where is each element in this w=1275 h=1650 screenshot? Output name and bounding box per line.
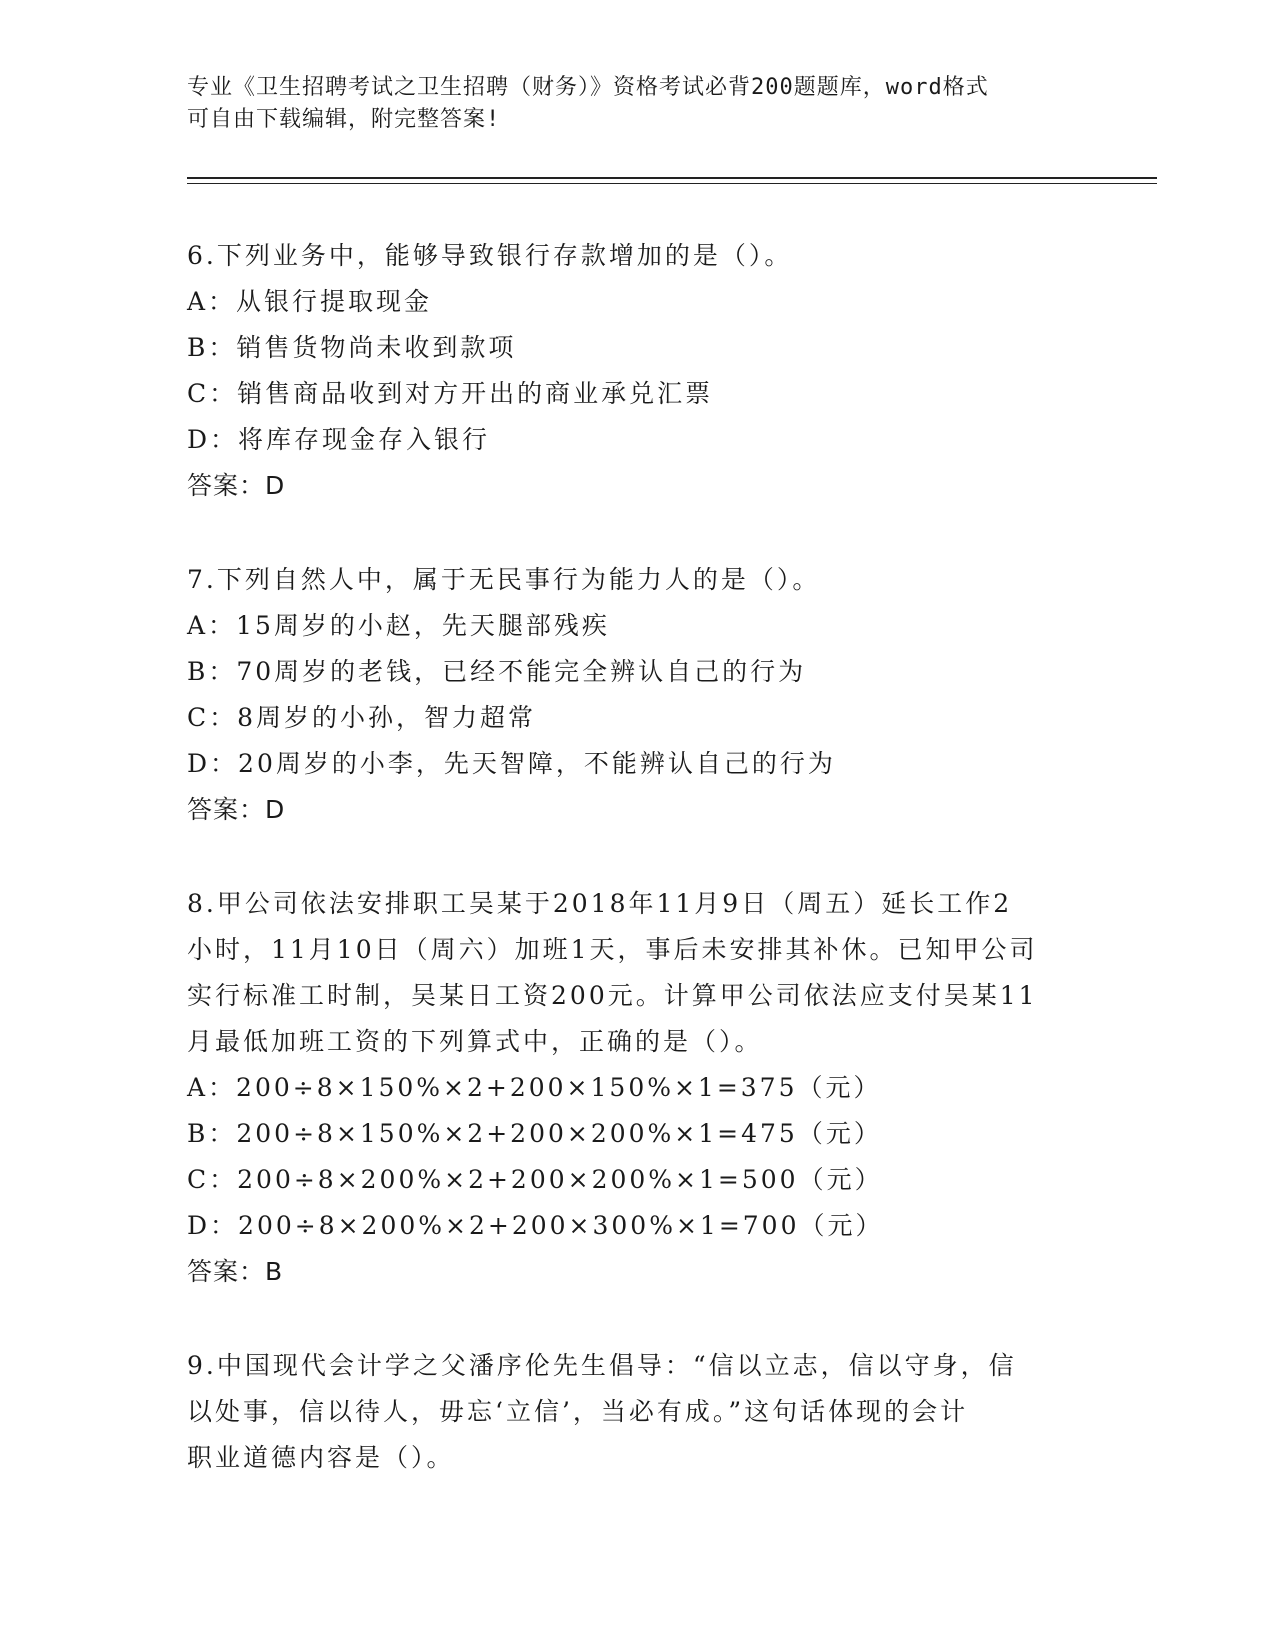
option-c: C：8周岁的小孙，智力超常 <box>187 703 537 732</box>
question-stem <box>187 881 1087 1065</box>
question-list <box>187 233 1087 1529</box>
answer-line: 答案：D <box>187 795 286 824</box>
option-a: A：从银行提取现金 <box>187 287 433 316</box>
document-header <box>187 72 1067 136</box>
option-d: D：200÷8×200%×2+200×300%×1=700（元） <box>187 1211 884 1240</box>
option-c: C：销售商品收到对方开出的商业承兑汇票 <box>187 379 714 408</box>
question-6 <box>187 233 1087 509</box>
stem-line: 以处事，信以待人，毋忘‘立信’，当必有成。”这句话体现的会计 <box>187 1397 969 1426</box>
stem-line: 8.甲公司依法安排职工吴某于2018年11月9日（周五）延长工作2 <box>187 889 1013 918</box>
question-stem <box>187 233 1087 279</box>
option-d: D：将库存现金存入银行 <box>187 425 491 454</box>
header-divider-bottom <box>187 183 1157 184</box>
option-b: B：200÷8×150%×2+200×200%×1=475（元） <box>187 1119 882 1148</box>
option-b: B：销售货物尚未收到款项 <box>187 333 517 362</box>
question-9 <box>187 1343 1087 1481</box>
option-a: A：15周岁的小赵，先天腿部残疾 <box>187 611 610 640</box>
question-7 <box>187 557 1087 833</box>
option-c: C：200÷8×200%×2+200×200%×1=500（元） <box>187 1165 883 1194</box>
option-d: D：20周岁的小李，先天智障，不能辨认自己的行为 <box>187 749 836 778</box>
stem-line: 实行标准工时制，吴某日工资200元。计算甲公司依法应支付吴某11 <box>187 981 1038 1010</box>
header-divider-top <box>187 177 1157 179</box>
header-line-2: 可自由下载编辑，附完整答案! <box>187 107 501 132</box>
answer-line: 答案：B <box>187 1257 284 1286</box>
answer-line: 答案：D <box>187 471 286 500</box>
question-stem <box>187 1343 1087 1481</box>
question-stem <box>187 557 1087 603</box>
header-line-1: 专业《卫生招聘考试之卫生招聘（财务）》资格考试必背200题题库，word格式 <box>187 75 989 100</box>
stem-line: 月最低加班工资的下列算式中，正确的是（）。 <box>187 1027 763 1056</box>
stem-line: 7.下列自然人中，属于无民事行为能力人的是（）。 <box>187 565 821 594</box>
stem-line: 9.中国现代会计学之父潘序伦先生倡导：“信以立志，信以守身，信 <box>187 1351 1017 1380</box>
stem-line: 职业道德内容是（）。 <box>187 1443 455 1472</box>
option-a: A：200÷8×150%×2+200×150%×1=375（元） <box>187 1073 882 1102</box>
option-b: B：70周岁的老钱，已经不能完全辨认自己的行为 <box>187 657 807 686</box>
question-8 <box>187 881 1087 1295</box>
stem-line: 6.下列业务中，能够导致银行存款增加的是（）。 <box>187 241 793 270</box>
stem-line: 小时，11月10日（周六）加班1天，事后未安排其补休。已知甲公司 <box>187 935 1038 964</box>
